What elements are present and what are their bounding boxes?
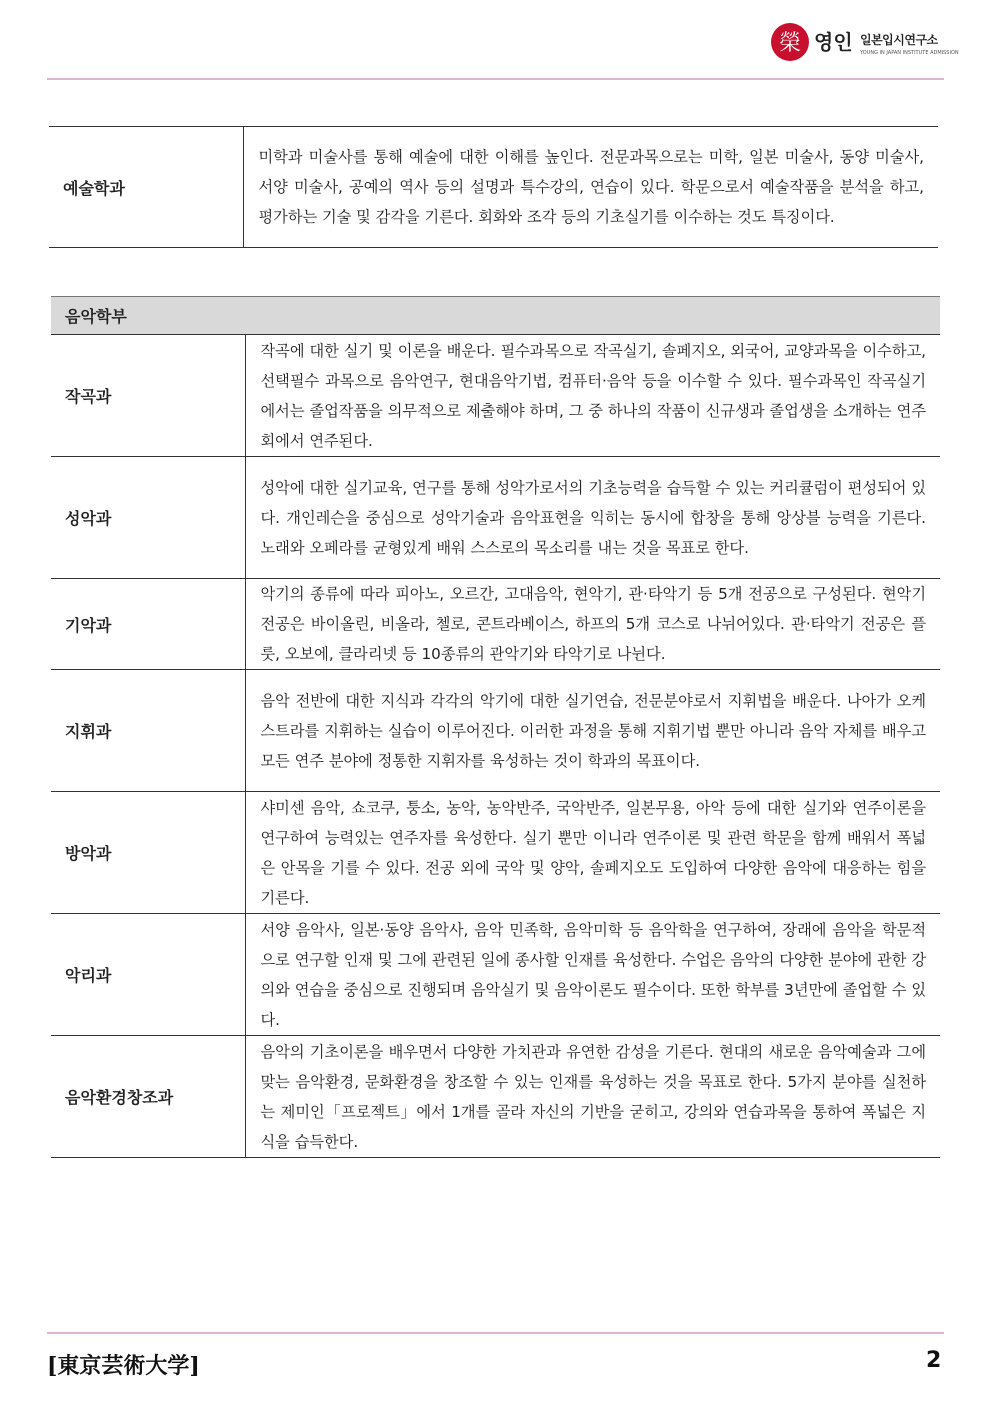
faculty-header: 음악학부 <box>51 297 940 335</box>
art-department-table <box>49 126 938 248</box>
department-description: 음악 전반에 대한 지식과 각각의 악기에 대한 실기연습, 전문분야로서 지휘법을 배운다. 나아가 오케스트라를 지휘하는 실습이 이루어진다. 이러한 과정을 통해 지휘기법 뿐만 아니라 음악 자체를 배우고 모든 연주 분야에 정통한 지휘자를 육성하는 것이 학과의 목표이다. <box>245 670 940 792</box>
logo-english: YOUNG IN JAPAN INSTITUTE ADMISSION <box>860 50 959 56</box>
department-description: 샤미센 음악, 쇼코쿠, 퉁소, 농악, 농악반주, 국악반주, 일본무용, 아악 등에 대한 실기와 연주이론을 연구하여 능력있는 연주자를 육성한다. 실기 뿐만 이니라 연주이론 및 관련 학문을 함께 배워서 폭넓은 안목을 기를 수 있다. 전공 외에 국악 및 양악, 솔페지오도 도입하여 다양한 음악에 대응하는 힘을 기른다. <box>245 792 940 914</box>
department-name: 악리과 <box>51 914 245 1036</box>
footer-divider <box>47 1332 944 1334</box>
table-row <box>51 457 940 579</box>
table-row <box>51 579 940 670</box>
department-description: 작곡에 대한 실기 및 이론을 배운다. 필수과목으로 작곡실기, 솔페지오, 외국어, 교양과목을 이수하고, 선택필수 과목으로 음악연구, 현대음악기법, 컴퓨터·음악 등을 이수할 수 있다. 필수과목인 작곡실기에서는 졸업작품을 의무적으로 제출해야 하며, 그 중 하나의 작품이 신규생과 졸업생을 소개하는 연주회에서 연주된다. <box>245 335 940 457</box>
logo-seal-char: 榮 <box>778 31 802 56</box>
table-row <box>51 335 940 457</box>
header-divider <box>47 78 944 80</box>
department-name: 음악환경창조과 <box>51 1036 245 1158</box>
department-description: 음악의 기초이론을 배우면서 다양한 가치관과 유연한 감성을 기른다. 현대의 새로운 음악예술과 그에 맞는 음악환경, 문화환경을 창조할 수 있는 인재를 육성하는 것을 목표로 한다. 5가지 분야를 실천하는 제미인「프로젝트」에서 1개를 골라 자신의 기반을 굳히고, 강의와 연습과목을 통하여 폭넓은 지식을 습득한다. <box>245 1036 940 1158</box>
logo-name: 영인 <box>814 30 853 54</box>
department-description: 서양 음악사, 일본·동양 음악사, 음악 민족학, 음악미학 등 음악학을 연구하여, 장래에 음악을 학문적으로 연구할 인재 및 그에 관련된 일에 종사할 인재를 육성한다. 수업은 음악의 다양한 분야에 관한 강의와 연습을 중심으로 진행되며 음악실기 및 음악이론도 필수이다. 또한 학부를 3년만에 졸업할 수 있다. <box>245 914 940 1036</box>
music-faculty-table <box>51 296 940 1158</box>
department-description: 미학과 미술사를 통해 예술에 대한 이해를 높인다. 전문과목으로는 미학, 일본 미술사, 동양 미술사, 서양 미술사, 공예의 역사 등의 설명과 특수강의, 연습이 있다. 학문으로서 예술작품을 분석을 하고, 평가하는 기술 및 감각을 기른다. 회화와 조각 등의 기초실기를 이수하는 것도 특징이다. <box>243 127 938 248</box>
faculty-header-row <box>51 297 940 335</box>
university-name: [東京芸術大学] <box>47 1353 200 1379</box>
table-row <box>51 792 940 914</box>
table-row <box>51 914 940 1036</box>
department-name: 성악과 <box>51 457 245 579</box>
department-name: 기악과 <box>51 579 245 670</box>
department-name: 작곡과 <box>51 335 245 457</box>
department-description: 악기의 종류에 따라 피아노, 오르간, 고대음악, 현악기, 관·타악기 등 5개 전공으로 구성된다. 현악기 전공은 바이올린, 비올라, 첼로, 콘트라베이스, 하프의 5개 코스로 나뉘어있다. 관·타악기 전공은 플룻, 오보에, 클라리넷 등 10종류의 관악기와 타악기로 나뉜다. <box>245 579 940 670</box>
department-name: 방악과 <box>51 792 245 914</box>
department-description: 성악에 대한 실기교육, 연구를 통해 성악가로서의 기초능력을 습득할 수 있는 커리큘럼이 편성되어 있다. 개인레슨을 중심으로 성악기술과 음악표현을 익히는 동시에 합창을 통해 앙상블 능력을 기른다. 노래와 오페라를 균형있게 배워 스스로의 목소리를 내는 것을 목표로 한다. <box>245 457 940 579</box>
table-row <box>51 670 940 792</box>
department-name: 지휘과 <box>51 670 245 792</box>
department-name: 예술학과 <box>49 127 243 248</box>
logo-subtitle: 일본입시연구소 <box>860 33 938 47</box>
page-number: 2 <box>926 1348 942 1373</box>
table-row <box>49 127 938 248</box>
institute-logo <box>770 20 960 64</box>
table-row <box>51 1036 940 1158</box>
logo-seal-icon <box>770 22 810 62</box>
